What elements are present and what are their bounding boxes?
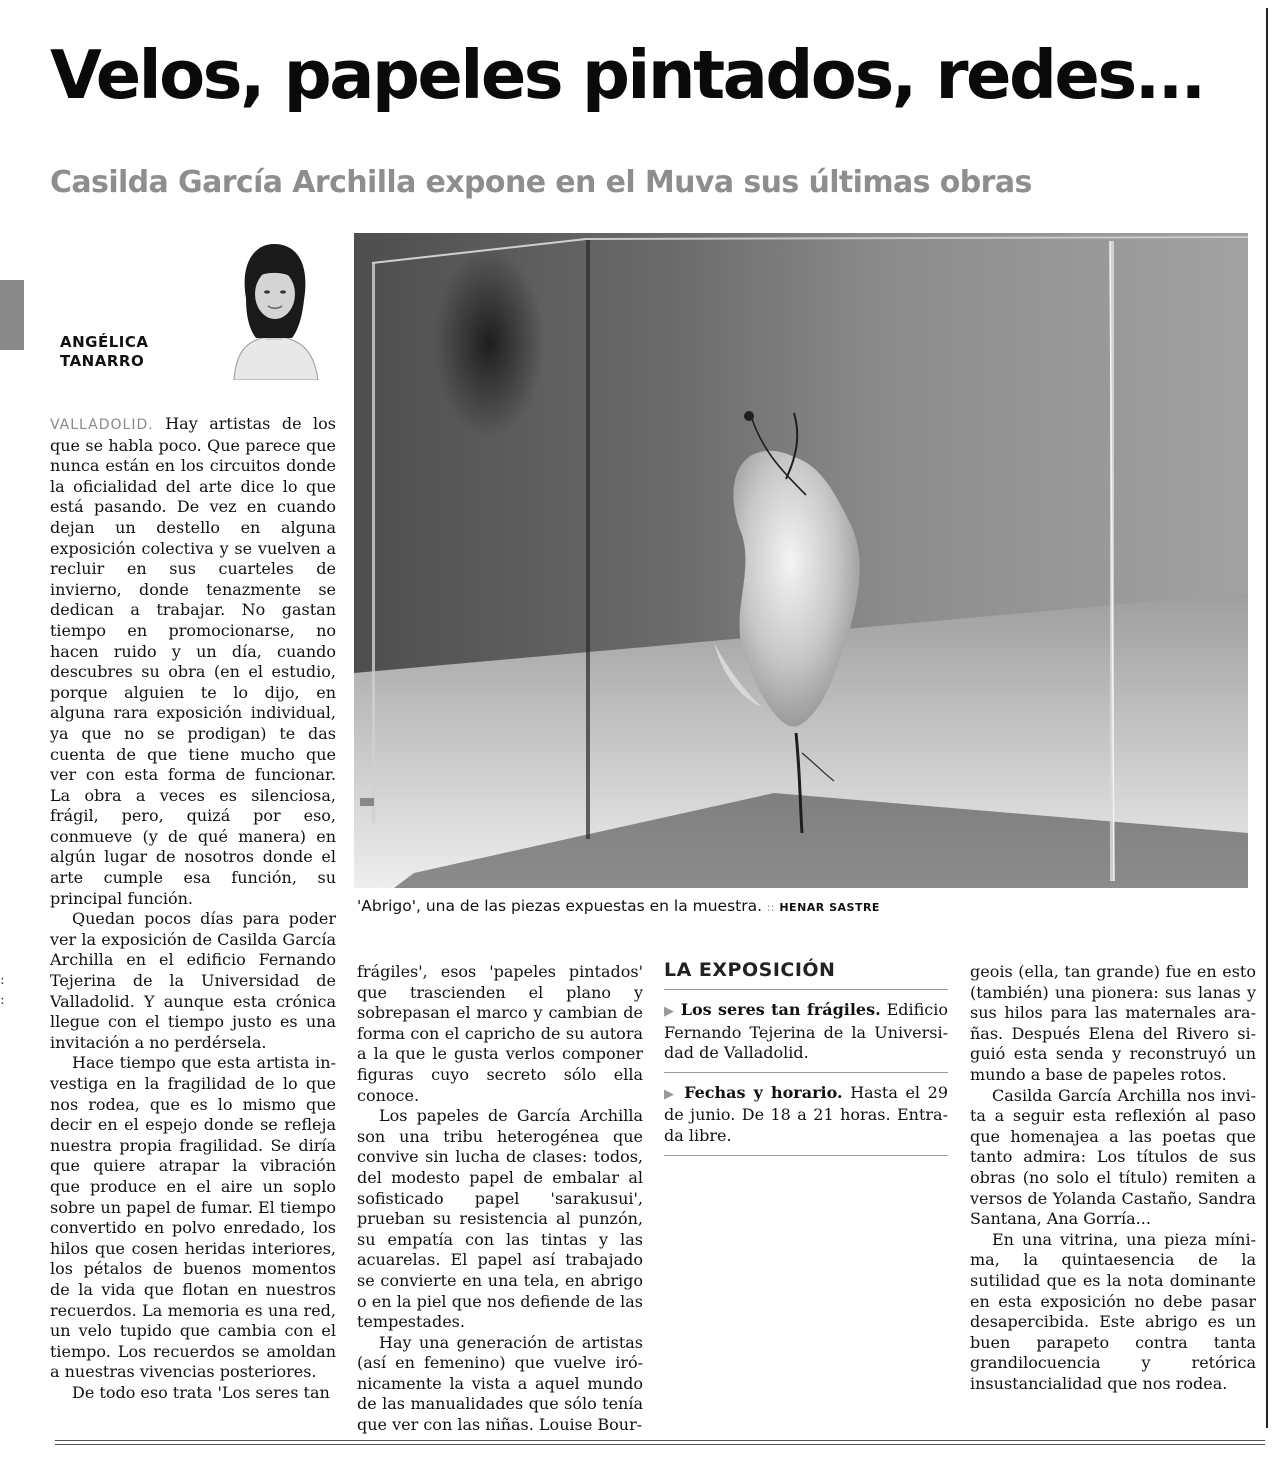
info-item-text: Edificio Fernando Tejerina de la Universidad de Valladolid. — [664, 1000, 948, 1063]
photo-credit: HENAR SASTRE — [779, 901, 880, 914]
paragraph-text: Hay artistas de los que se habla poco. Que parece que nunca están en los circuitos donde la oficialidad del arte dice lo que está pasando. De vez en cuando dejan un destello en alguna exposición colectiva y se vuelven a recluir en sus cuarteles de invierno, donde tenazmente se dedican a trabajar. No gastan tiempo en promocionarse, no hacen ruido y un día, cuando descubres su obra (en el estudio, porque alguien te lo dijo, en alguna rara exposición individual, ya que no se prodigan) te das cuenta de que tiene mucho que ver con esta forma de funcionar. La obra a veces es silenciosa, frágil, pero, quizá por eso, conmueve (y de qué manera) en algún lugar de nosotros donde el arte cumple esa función, su principal función. — [50, 414, 336, 908]
article-paragraph: Quedan pocos días para poder ver la exposición de Casilda García Archilla en el edificio Fernando Tejerina de la Universidad de Valladolid. Y aunque esta crónica llegue con el tiempo justo es una invitación a no perdérsela. — [50, 909, 336, 1052]
article-paragraph: geois (ella, tan grande) fue en esto (también) una pionera: sus lanas y sus hilos para las maternales arañas. Después Elena del Rivero siguió esta senda y reconstruyó un mundo a base de papeles rotos. — [970, 962, 1256, 1084]
article-paragraph: frágiles', esos 'papeles pintados' que trascienden el plano y sobrepasan el marco y cambian de forma con el capricho de su autora a la que le gusta verlos componer figuras cuyo secreto sólo ella conoce. — [357, 962, 643, 1105]
exhibition-info-box — [664, 955, 948, 1156]
triangle-right-icon: ▶ — [664, 1086, 677, 1102]
article-column-1 — [50, 414, 336, 1404]
author-last-name: TANARRO — [60, 352, 145, 370]
footer-rule — [55, 1440, 1265, 1441]
caption-separator: :: — [766, 901, 775, 914]
article-column-3 — [970, 962, 1256, 1394]
info-box-title: LA EXPOSICIÓN — [664, 955, 948, 990]
main-photo — [354, 233, 1248, 888]
caption-text: 'Abrigo', una de las piezas expuestas en la muestra. — [357, 897, 763, 915]
author-photo — [228, 238, 320, 380]
info-item — [664, 990, 948, 1073]
article-paragraph: En una vitrina, una pieza mínima, la quintaesencia de la sutilidad que es la nota dominante en esta exposición no debe pasar desapercibida. Este abrigo es un buen parapeto contra tanta grandilocuencia y retórica insustancialidad que nos rodea. — [970, 1229, 1256, 1393]
footer-rule — [55, 1444, 1265, 1445]
right-rule — [1266, 8, 1268, 1428]
edge-mark — [0, 280, 24, 350]
edge-dots: : : — [0, 972, 5, 1008]
article-column-2 — [357, 962, 643, 1436]
info-item — [664, 1073, 948, 1156]
author-byline — [60, 333, 220, 371]
headline: Velos, papeles pintados, redes... — [50, 36, 1204, 114]
article-paragraph — [50, 414, 336, 909]
info-item-text: Hasta el 29 de junio. De 18 a 21 horas. Entrada libre. — [664, 1082, 949, 1145]
author-first-name: ANGÉLICA — [60, 333, 149, 351]
article-paragraph: De todo eso trata 'Los seres tan — [72, 1382, 330, 1402]
subheadline: Casilda García Archilla expone en el Muva sus últimas obras — [50, 165, 1032, 200]
photo-caption — [357, 896, 1237, 918]
dateline: VALLADOLID. — [50, 417, 154, 433]
info-item-label: Fechas y horario. — [684, 1082, 843, 1102]
triangle-right-icon: ▶ — [664, 1004, 675, 1019]
article-paragraph: Los papeles de García Archilla son una tribu heterogénea que convive sin lucha de clases: todos, del modesto papel de embalar al sofisticado papel 'sarakusui', prueban su resistencia al punzón, su empatía con las tintas y las acuarelas. El papel así trabajado se convierte en una tela, en abrigo o en la piel que nos defiende de las tempestades. — [357, 1106, 643, 1332]
info-item-label: Los seres tan frágiles. — [680, 1000, 881, 1019]
article-paragraph: Hace tiempo que esta artista investiga en la fragilidad de lo que nos rodea, que es lo mismo que decir en el espejo donde se refleja nuestra propia fragilidad. Se diría que quiere atrapar la vibración que produce en el aire un soplo sobre un papel de fumar. El tiempo convertido en polvo enredado, los hilos que cosen heridas interiores, los pétalos de buenos momentos de la vida que flotan en nuestros recuerdos. La memoria es una red, un velo tupido que cambia con el tiempo. Los recuerdos se amoldan a nuestras vivencias posteriores. — [50, 1053, 336, 1382]
article-paragraph: Hay una generación de artistas (así en femenino) que vuelve irónicamente la vista a aquel mundo de las manualidades que sólo tenía que ver con las niñas. Louise Bour- — [357, 1332, 643, 1435]
article-paragraph: Casilda García Archilla nos invita a seguir esta reflexión al paso que homenajea a las poetas que tanto admira: Los títulos de sus obras (no solo el título) remiten a versos de Yolanda Castaño, Sandra Santana, Ana Gorría... — [970, 1085, 1256, 1229]
